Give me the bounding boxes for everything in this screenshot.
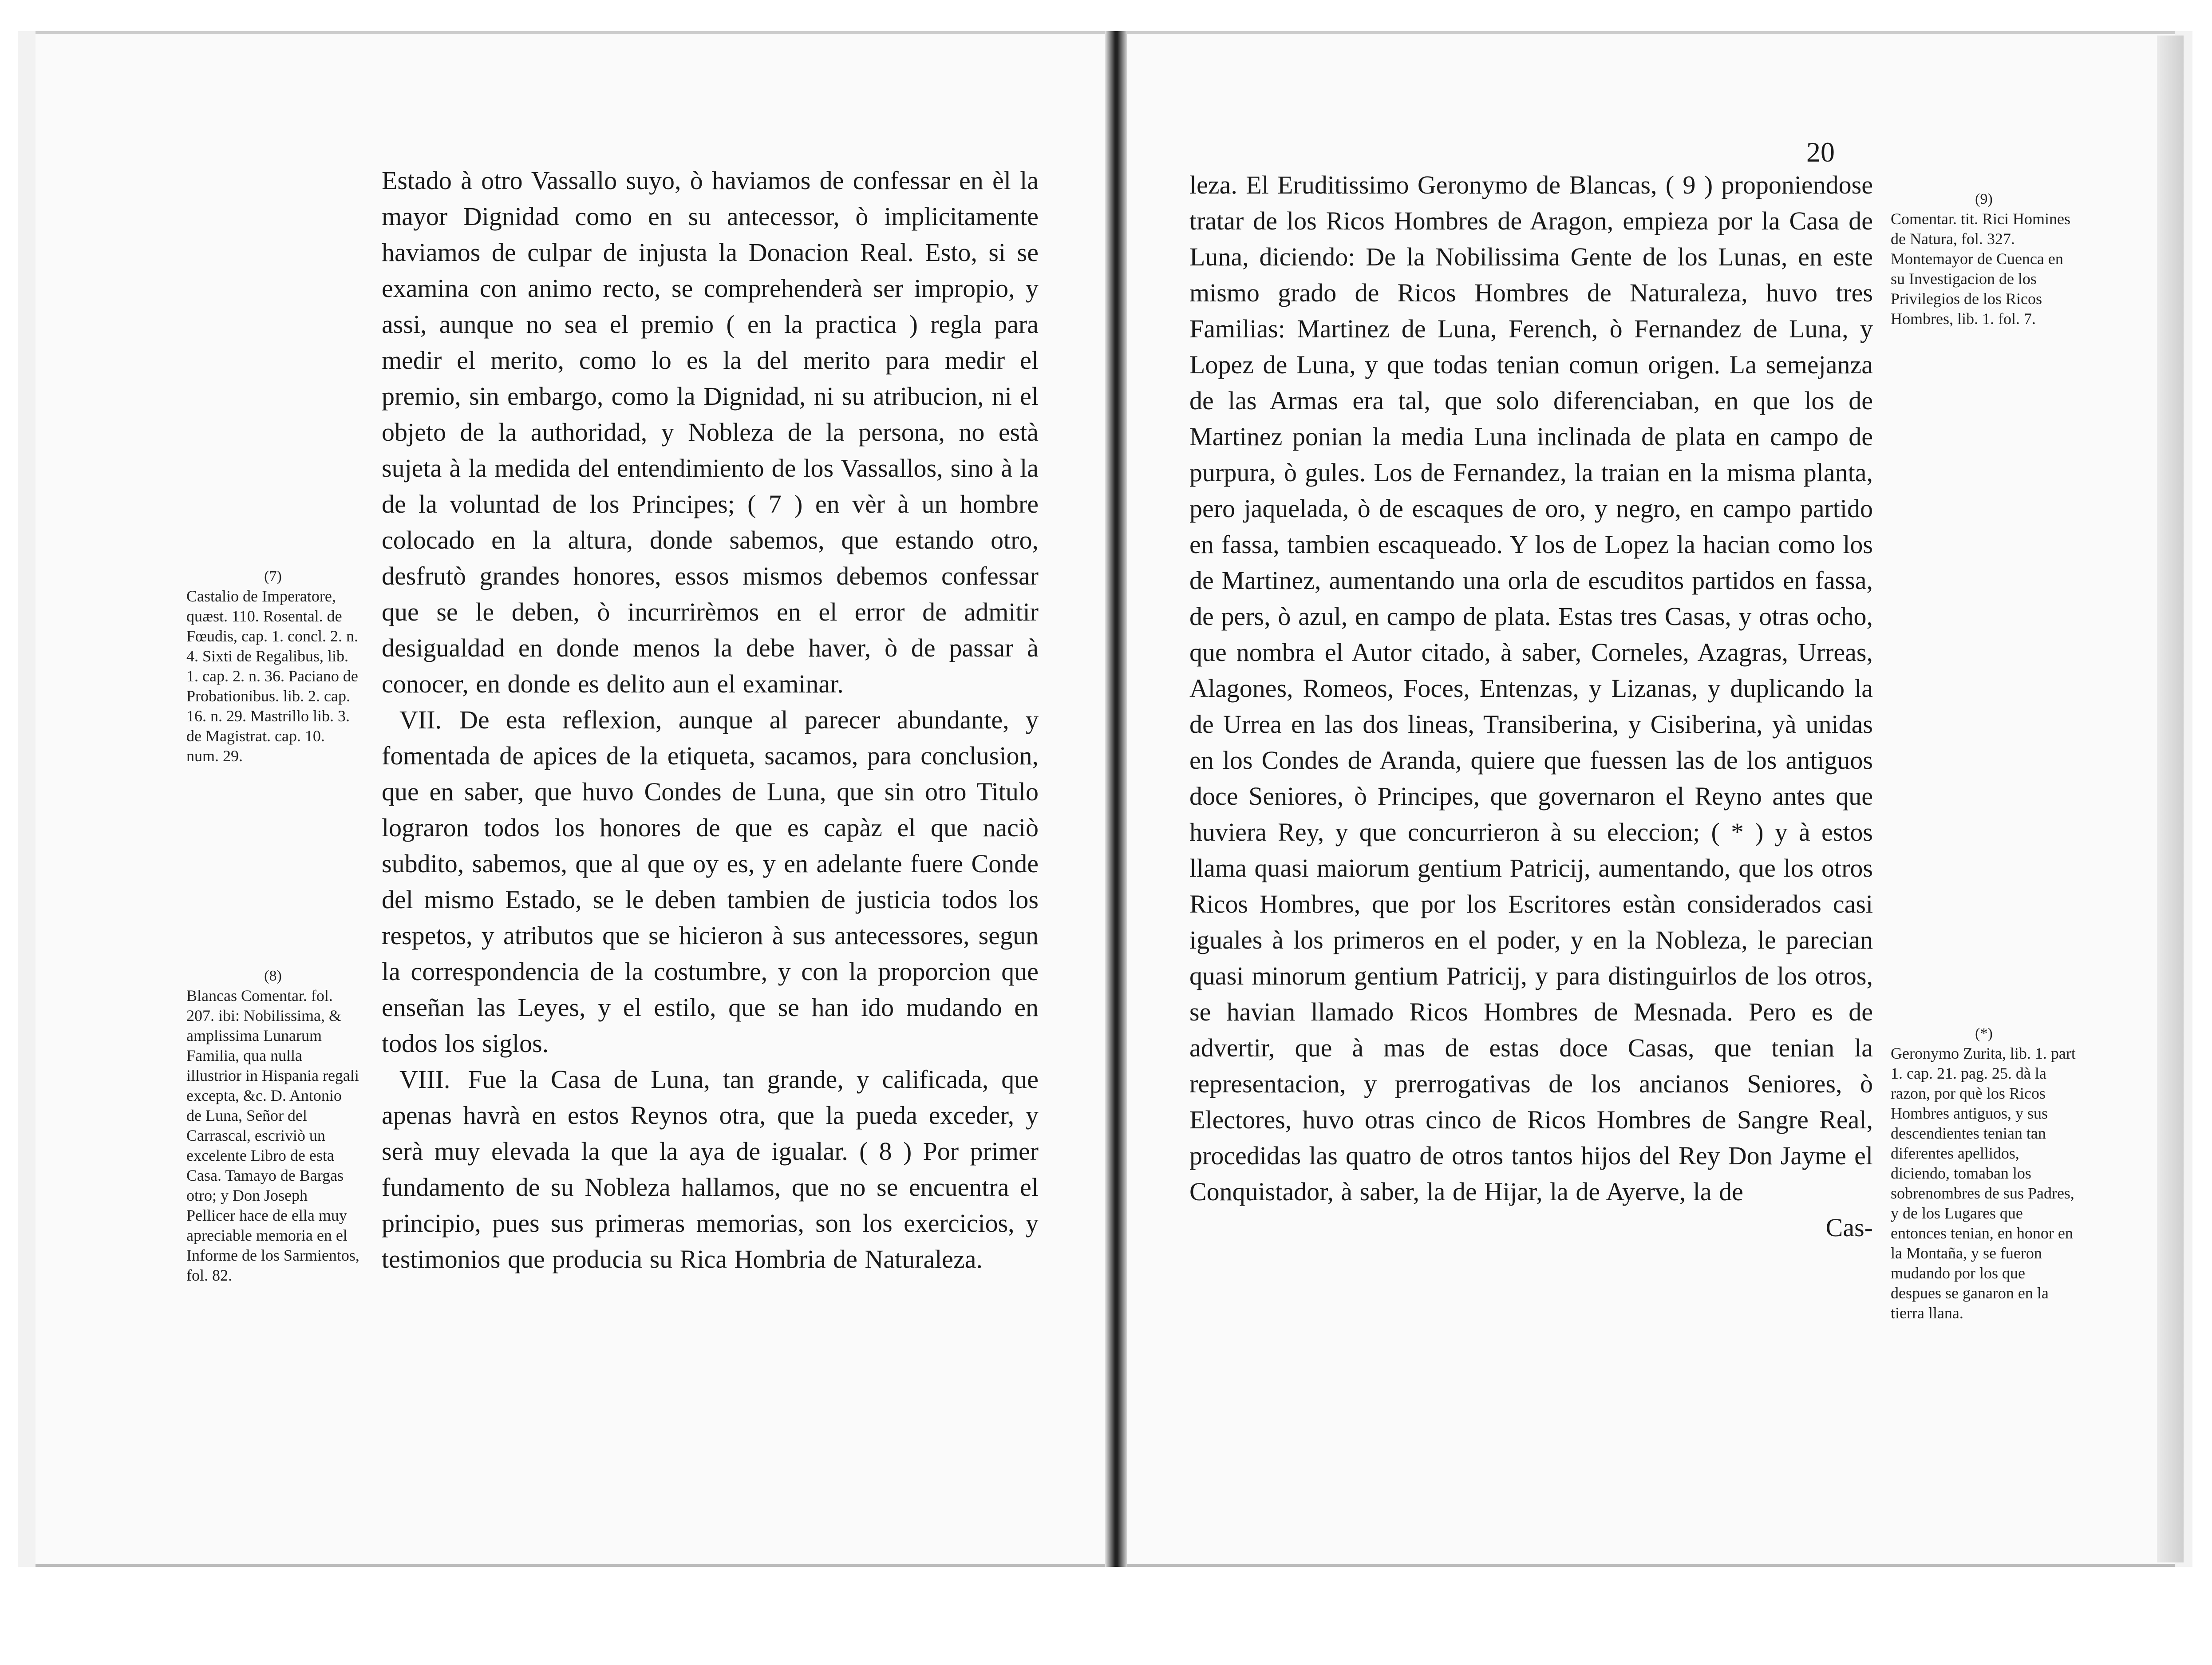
note-mark: (8)	[264, 968, 282, 984]
paragraph-text: De esta reflexion, aunque al parecer abundante, y fomentada de apices de la etiqueta, sacamos, para conclusion, que en saber, que huvo Condes de Luna, que sin otro Titulo lograron todos los honores de que es capàz el que naciò subdito, sabemos, que al que oy es, y en adelante fuere Conde del mismo Estado, se le deben tambien de justicia todos los respetos, y atributos que se hicieron à sus antecessores, segun la correspondencia de la costumbre, y con la proporcion que enseñan las Leyes, y el estilo, que se han ido mudando en todos los siglos.	[382, 705, 1039, 1058]
note-mark: (7)	[264, 568, 282, 585]
paragraph-vii	[382, 702, 1039, 1061]
page-number: 20	[1806, 136, 1835, 168]
note-text: Comentar. tit. Rici Homines de Natura, fol. 327. Montemayor de Cuenca en su Investigacion de los Privilegios de los Ricos Hombres, lib. 1. fol. 7.	[1891, 210, 2070, 328]
right-body-text	[1189, 167, 1873, 1246]
paragraph	[382, 162, 1039, 702]
note-mark: (*)	[1975, 1025, 1993, 1042]
paragraph-text: Estado à otro Vassallo suyo, ò haviamos de confessar en èl la mayor Dignidad como en su antecessor, ò implicitamente haviamos de culpar de injusta la Donacion Real. Esto, si se examina con animo recto, se comprehenderà ser impropio, y assi, aunque no sea el premio ( en la practica ) regla para medir el merito, como lo es la del merito para medir el premio, sin embargo, como la Dignidad, ni su atribucion, ni el objeto de la authoridad, y Nobleza de la persona, no està sujeta à la medida del entendimiento de los Vassallos, sino à la de la voluntad de los Principes; ( 7 ) en vèr à un hombre colocado en la altura, donde sabemos, que estando otro, desfrutò grandes honores, essos mismos debemos confessar que se le deben, ò incurrirèmos en el error de admitir desigualdad en donde menos la debe haver, ò de passar à conocer, en donde es delito aun el examinar.	[382, 166, 1039, 698]
margin-note-7	[186, 566, 359, 766]
paragraph-text: leza. El Eruditissimo Geronymo de Blancas, ( 9 ) proponiendose tratar de los Ricos Hombres de Aragon, empieza por la Casa de Luna, diciendo: De la Nobilissima Gente de los Lunas, en este mismo grado de Ricos Hombres de Naturaleza, huvo tres Familias: Martinez de Luna, Ferench, ò Fernandez de Luna, y Lopez de Luna, y que todas tenian comun origen. La semejanza de las Armas era tal, que solo diferenciaban, en que los de Martinez ponian la media Luna inclinada de plata en campo de purpura, ò gules. Los de Fernandez, la traian en la misma planta, pero jaquelada, ò de escaques de oro, y negro, en campo partido en fassa, tambien escaqueado. Y los de Lopez la hacian como los de Martinez, aumentando una orla de escuditos partidos en fassa, de pers, ò azul, en campo de plata. Estas tres Casas, y otras ocho, que nombra el Autor citado, à saber, Corneles, Azagras, Urreas, Alagones, Romeos, Foces, Entenzas, y Lizanas, y duplicando la de Urrea en las dos lineas, Transiberina, y Cisiberina, yà unidas en los Condes de Aranda, quiere que fuessen las de los antiguos doce Seniores, ò Principes, que governaron el Reyno antes que huviera Rey, y que concurrieron à su eleccion; ( * ) y à estos llama quasi maiorum gentium Patricij, aumentando, que los otros Ricos Hombres, que por los Escritores estàn considerados casi iguales à los primeros en el poder, y en la Nobleza, le parecian quasi minorum gentium Patricij, y para distinguirlos de los otros, se havian llamado Ricos Hombres de Mesnada. Pero es de advertir, que à mas de estas doce Casas, que tenian la representacion, y prerrogativas de los ancianos Seniores, ò Electores, huvo otras cinco de Ricos Hombres de Sangre Real, procedidas las quatro de otros tantos hijos del Rey Don Jayme el Conquistador, à saber, la de Hijar, la de Ayerve, la de	[1189, 170, 1873, 1206]
margin-note-asterisk	[1891, 1024, 2077, 1323]
paragraph-text: Fue la Casa de Luna, tan grande, y calificada, que apenas havrà en estos Reynos otra, que la pueda exceder, y serà muy elevada la que la aya de igualar. ( 8 ) Por primer fundamento de su Nobleza hallamos, que no se encuentra el principio, pues sus primeras memorias, son los exercicios, y testimonios que producia su Rica Hombria de Naturaleza.	[382, 1065, 1039, 1273]
left-page	[36, 31, 1105, 1567]
catchword: Cas-	[1825, 1213, 1873, 1242]
page-edge	[2157, 36, 2184, 1562]
book-gutter	[1105, 31, 1127, 1567]
paragraph	[1189, 167, 1873, 1210]
paragraph-viii	[382, 1061, 1039, 1277]
bleed-through-text	[44, 149, 133, 168]
note-text: Blancas Comentar. fol. 207. ibi: Nobilissima, & amplissima Lunarum Familia, qua nulla illustrior in Hispania regali excepta, &c. D. Antonio de Luna, Señor del Carrascal, escriviò un excelente Libro de esta Casa. Tamayo de Bargas otro; y Don Joseph Pellicer hace de ella muy apreciable memoria en el Informe de los Sarmientos, fol. 82.	[186, 987, 359, 1284]
book-spread	[18, 31, 2192, 1567]
margin-note-8	[186, 966, 359, 1285]
paragraph-number: VII.	[399, 705, 442, 734]
note-text: Castalio de Imperatore, quæst. 110. Rosental. de Fœudis, cap. 1. concl. 2. n. 4. Sixti de Regalibus, lib. 1. cap. 2. n. 36. Paciano de Probationibus. lib. 2. cap. 16. n. 29. Mastrillo lib. 3. de Magistrat. cap. 10. num. 29.	[186, 587, 358, 765]
note-text: Geronymo Zurita, lib. 1. part 1. cap. 21. pag. 25. dà la razon, por què los Ricos Hombres antiguos, y sus descendientes tenian tan diferentes apellidos, diciendo, tomaban los sobrenombres de sus Padres, y de los Lugares que entonces tenian, en honor en la Montaña, y se fueron mudando por los que despues se ganaron en la tierra llana.	[1891, 1044, 2076, 1322]
left-body-text	[382, 162, 1039, 1277]
note-mark: (9)	[1975, 191, 1993, 207]
margin-note-9	[1891, 189, 2077, 329]
right-page	[1127, 31, 2175, 1567]
paragraph-number: VIII.	[399, 1065, 450, 1094]
